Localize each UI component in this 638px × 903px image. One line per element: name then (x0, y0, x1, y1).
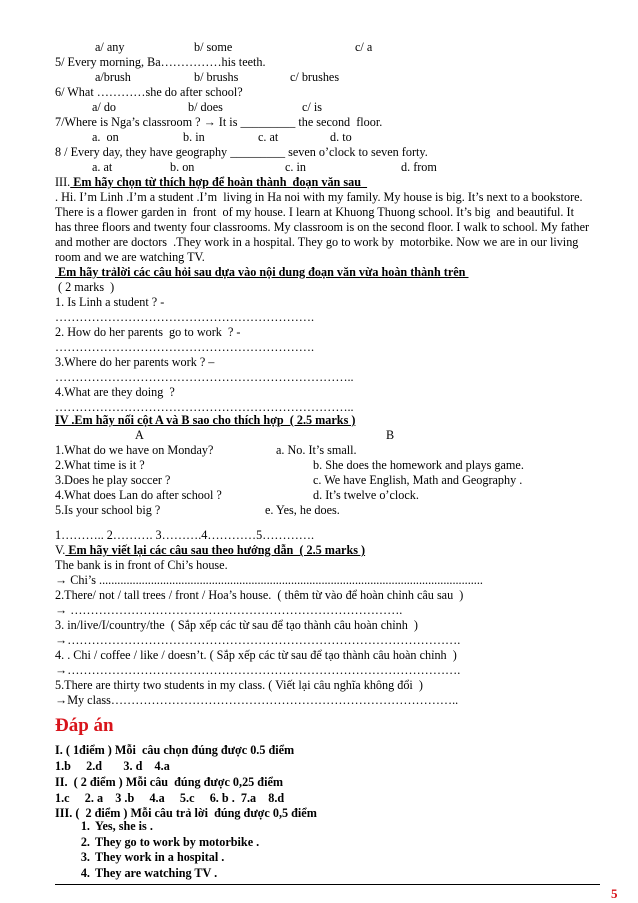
q8-option-c: c. in (285, 160, 306, 174)
answer-i-values: 1.b 2.d 3. d 4.a (55, 759, 170, 773)
q4-option-c: c/ a (355, 40, 373, 54)
q6-option-a: a/ do (92, 100, 117, 114)
match-answer-line: 1……….. 2………. 3……….4…………5…………. (55, 528, 314, 542)
footer-divider (55, 884, 600, 885)
answer-line: ………………………………………………………. (55, 310, 314, 324)
paragraph-line-2: There is a flower garden in front of my house. I learn at Khuong Thuong school. It’s big and beautiful. It (55, 205, 574, 219)
question-5: 5/ Every morning, Ba……………his teeth. (55, 55, 266, 69)
answer-iii-heading: III. ( 2 điểm ) Mỗi câu trả lời đúng được 0,5 điểm (55, 806, 317, 820)
list-item: 2. They go to work by motorbike . (93, 835, 259, 851)
q8-option-d: d. from (401, 160, 437, 174)
answer-iii-list (55, 819, 259, 881)
list-item: 1. Yes, she is . (93, 819, 259, 835)
question-line: 1. Is Linh a student ? - (55, 295, 165, 309)
q7-option-c: c. at (258, 130, 279, 144)
column-b-label: B (386, 428, 395, 442)
q4-option-a: a/ any (95, 40, 125, 54)
section-3-heading (55, 175, 367, 190)
question-line: 3.Where do her parents work ? – (55, 355, 215, 369)
paragraph-line-5: room and we are watching TV. (55, 250, 205, 264)
question-6: 6/ What …………she do after school? (55, 85, 243, 99)
list-item: 3. They work in a hospital . (93, 850, 259, 866)
q7-option-d: d. to (330, 130, 352, 144)
q6-option-b: b/ does (188, 100, 223, 114)
match-left-item: 5.Is your school big ? (55, 503, 161, 517)
section-3-number: III. (55, 175, 71, 189)
match-right-item: d. It’s twelve o’clock. (313, 488, 419, 502)
rewrite-line: →……………………………………………………………………………………. (55, 633, 461, 647)
list-item: 4. They are watching TV . (93, 866, 259, 882)
page-number: 5 (611, 886, 618, 901)
q8-option-a: a. at (92, 160, 113, 174)
paragraph-line-1: . Hi. I’m Linh .I’m a student .I’m living in Ha noi with my family. My house is big. It’s next to a bookstore. (55, 190, 583, 204)
rewrite-line: The bank is in front of Chi’s house. (55, 558, 228, 572)
rewrite-line: →My class………………………………………………………………………….. (55, 693, 459, 707)
match-left-item: 3.Does he play soccer ? (55, 473, 171, 487)
section-4-heading: IV .Em hãy nối cột A và B sao cho thích hợp ( 2.5 marks ) (55, 413, 356, 427)
q5-option-a: a/brush (95, 70, 131, 84)
column-a-label: A (135, 428, 144, 442)
rewrite-line: 5.There are thirty two students in my class. ( Viết lại câu nghĩa không đổi ) (55, 678, 423, 692)
question-line: 2. How do her parents go to work ? - (55, 325, 241, 339)
answer-line: ……………………………………………………………….. (55, 400, 354, 414)
rewrite-line: → ………………………………………………………………………. (55, 603, 403, 617)
q6-option-c: c/ is (302, 100, 322, 114)
answer-key-title: Đáp án (55, 715, 114, 736)
match-right-item: a. No. It’s small. (276, 443, 357, 457)
rewrite-line: 2.There/ not / tall trees / front / Hoa’s house. ( thêm từ vào để hoàn chỉnh câu sau ) (55, 588, 464, 602)
q5-option-c: c/ brushes (290, 70, 340, 84)
paragraph-line-3: has three floors and twenty four classrooms. My classroom is on the second floor. I walk to school. My father (55, 220, 590, 234)
rewrite-line: 3. in/live/I/country/the ( Sắp xếp các từ sau để tạo thành câu hoàn chỉnh ) (55, 618, 418, 632)
section-5-heading (55, 543, 365, 558)
match-left-item: 1.What do we have on Monday? (55, 443, 214, 457)
section-3-sub-heading: Em hãy trảlời các câu hỏi sau dựa vào nội dung đoạn văn vừa hoàn thành trên (55, 265, 469, 279)
q8-option-b: b. on (170, 160, 195, 174)
answer-ii-values: 1.c 2. a 3 .b 4.a 5.c 6. b . 7.a 8.d (55, 791, 285, 805)
match-left-item: 2.What time is it ? (55, 458, 145, 472)
question-line: 4.What are they doing ? (55, 385, 175, 399)
match-left-item: 4.What does Lan do after school ? (55, 488, 222, 502)
answer-line: ……………………………………………………………….. (55, 370, 354, 384)
question-7: 7/Where is Nga’s classroom ? → It is _________ the second floor. (55, 115, 383, 129)
answer-line: ………………………………………………………. (55, 340, 314, 354)
rewrite-line: → Chi’s .............................................................................................................................. (55, 573, 483, 587)
match-right-item: c. We have English, Math and Geography . (313, 473, 523, 487)
rewrite-line: 4. . Chi / coffee / like / doesn’t. ( Sắp xếp các từ sau để tạo thành câu hoàn chỉnh ) (55, 648, 457, 662)
rewrite-line: →……………………………………………………………………………………. (55, 663, 461, 677)
answer-i-heading: I. ( 1điểm ) Mỗi câu chọn đúng được 0.5 điểm (55, 743, 295, 757)
match-right-item: e. Yes, he does. (265, 503, 340, 517)
q7-option-b: b. in (183, 130, 205, 144)
answer-ii-heading: II. ( 2 điểm ) Mỗi câu đúng được 0,25 điểm (55, 775, 284, 789)
paragraph-line-4: and mother are doctors .They work in a hospital. They go to work by motorbike. Now we are in our living (55, 235, 579, 249)
q5-option-b: b/ brushs (194, 70, 239, 84)
section-5-number: V. (55, 543, 66, 557)
question-8: 8 / Every day, they have geography _________ seven o’clock to seven forty. (55, 145, 428, 159)
section-5-title: Em hãy viết lại các câu sau theo hướng dẫn ( 2.5 marks ) (65, 543, 366, 557)
section-3-marks: ( 2 marks ) (55, 280, 115, 294)
match-right-item: b. She does the homework and plays game. (313, 458, 524, 472)
section-3-title: Em hãy chọn từ thích hợp để hoàn thành đoạn văn sau (70, 175, 368, 189)
q7-option-a: a. on (92, 130, 119, 144)
q4-option-b: b/ some (194, 40, 233, 54)
